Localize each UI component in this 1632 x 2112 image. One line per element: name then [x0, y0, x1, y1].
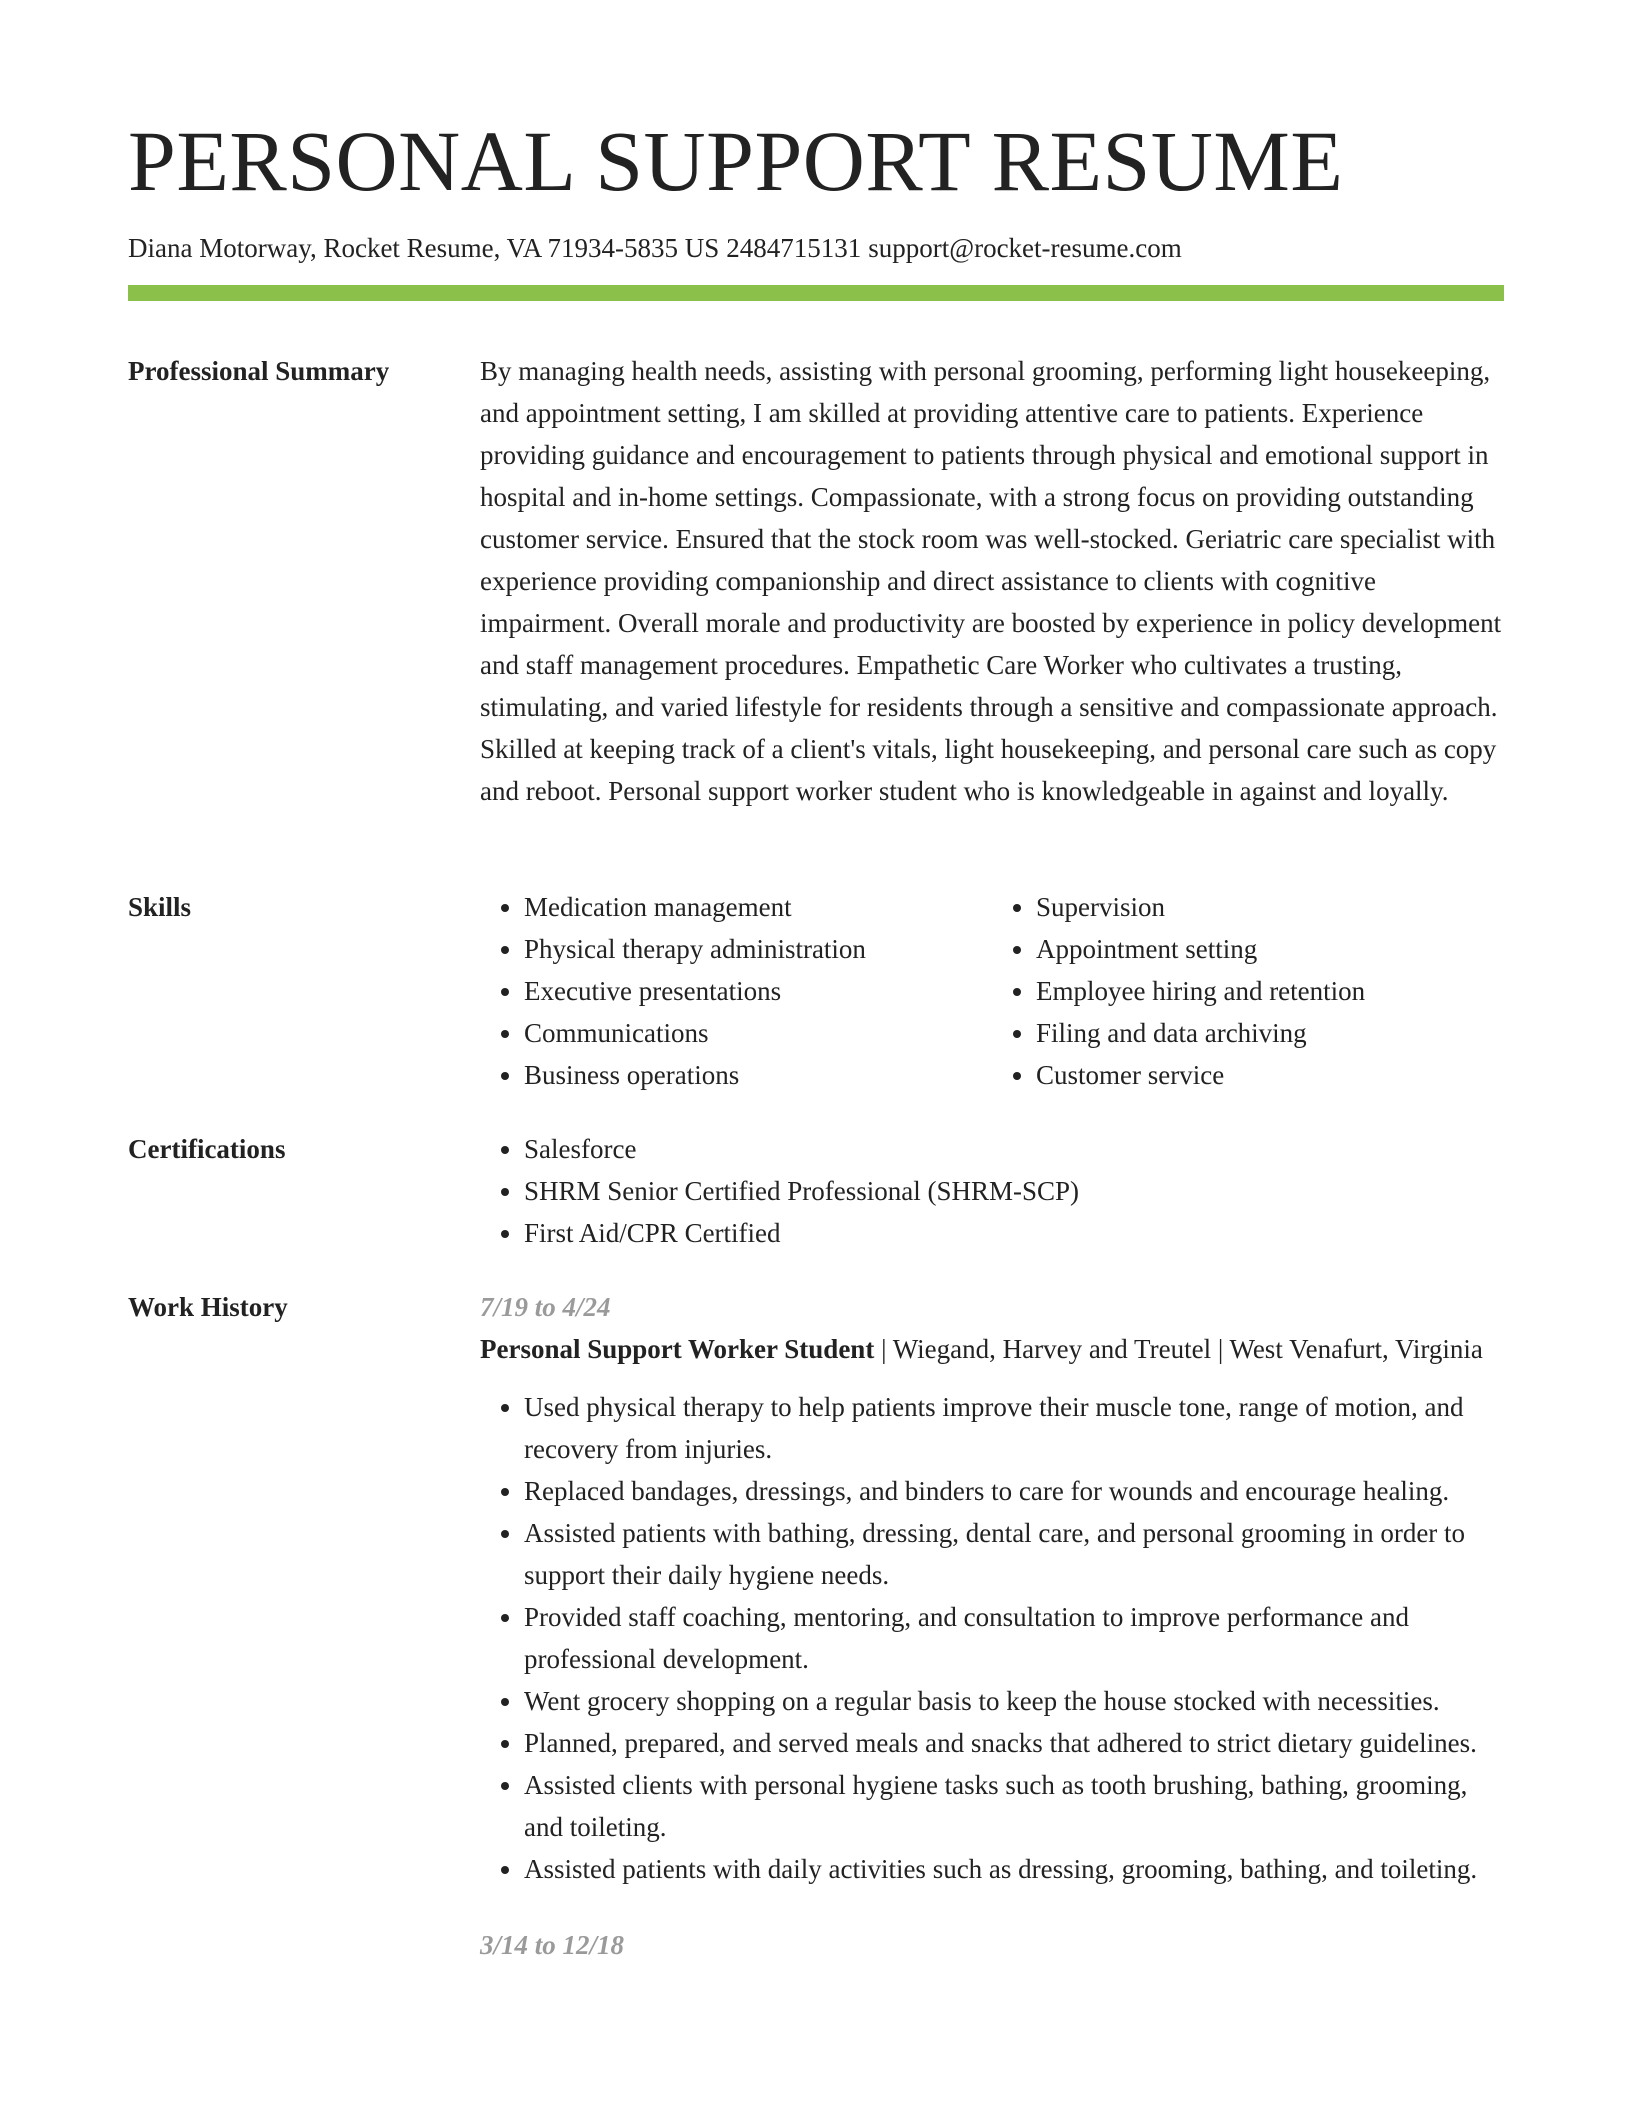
resume-title: PERSONAL SUPPORT RESUME — [128, 113, 1344, 209]
job-duty: • Planned, prepared, and served meals and snacks that adhered to strict dietary guidelines. — [524, 1722, 1504, 1764]
certifications-list — [480, 1128, 1504, 1254]
skill-item: • Filing and data archiving — [1036, 1012, 1504, 1054]
work-history-heading: Work History — [128, 1292, 288, 1322]
job-title: Personal Support Worker Student — [480, 1334, 875, 1364]
skill-item: • Business operations — [524, 1054, 992, 1096]
certifications-heading: Certifications — [128, 1134, 286, 1164]
skills-list-left — [480, 886, 992, 1096]
job-separator: | — [881, 1334, 887, 1364]
work-history-body — [480, 1286, 1504, 1966]
job-separator: | — [1217, 1334, 1224, 1364]
certification-item: • SHRM Senior Certified Professional (SHRM-SCP) — [524, 1170, 1504, 1212]
contact-phone: 2484715131 — [726, 233, 862, 263]
contact-email: support@rocket-resume.com — [868, 233, 1182, 263]
skills-body — [480, 886, 1504, 1096]
job-duty: • Assisted patients with daily activities such as dressing, grooming, bathing, and toileting. — [524, 1848, 1504, 1890]
job-duty: • Provided staff coaching, mentoring, and consultation to improve performance and professional development. — [524, 1596, 1504, 1680]
job-duties-list — [480, 1386, 1504, 1890]
certification-item: • Salesforce — [524, 1128, 1504, 1170]
skill-item: • Appointment setting — [1036, 928, 1504, 970]
job-dates: 3/14 to 12/18 — [480, 1930, 625, 1960]
skill-item: • Supervision — [1036, 886, 1504, 928]
summary-text: By managing health needs, assisting with personal grooming, performing light housekeeping, and appointment setting, I am skilled at providing attentive care to patients. Experience providing guidance and encouragement to patients through physical and emotional support in hospital and in-home settings. Compassionate, with a strong focus on providing outstanding customer service. Ensured that the stock room was well-stocked. Geriatric care specialist with experience providing companionship and direct assistance to clients with cognitive impairment. Overall morale and productivity are boosted by experience in policy development and staff management procedures. Empathetic Care Worker who cultivates a trusting, stimulating, and varied lifestyle for residents through a sensitive and compassionate approach. Skilled at keeping track of a client's vitals, light housekeeping, and personal care such as copy and reboot. Personal support worker student who is knowledgeable in against and loyally. — [480, 356, 1502, 806]
job-duty: • Went grocery shopping on a regular basis to keep the house stocked with necessities. — [524, 1680, 1504, 1722]
summary-heading: Professional Summary — [128, 356, 390, 386]
skill-item: • Communications — [524, 1012, 992, 1054]
skill-item: • Medication management — [524, 886, 992, 928]
skill-item: • Employee hiring and retention — [1036, 970, 1504, 1012]
skill-item: • Executive presentations — [524, 970, 992, 1012]
job-duty: • Used physical therapy to help patients improve their muscle tone, range of motion, and recovery from injuries. — [524, 1386, 1504, 1470]
job-employer: Wiegand, Harvey and Treutel — [892, 1334, 1212, 1364]
contact-line — [128, 232, 1189, 264]
summary-body — [480, 350, 1504, 812]
job-location: West Venafurt, Virginia — [1229, 1334, 1483, 1364]
skills-heading: Skills — [128, 892, 192, 922]
contact-address: Diana Motorway, Rocket Resume, VA 71934-5835 US — [128, 233, 720, 263]
skill-item: • Customer service — [1036, 1054, 1504, 1096]
job-dates: 7/19 to 4/24 — [480, 1292, 611, 1322]
certification-item: • First Aid/CPR Certified — [524, 1212, 1504, 1254]
skills-list-right — [992, 886, 1504, 1096]
certifications-body — [480, 1128, 1504, 1254]
job-heading — [480, 1328, 1504, 1370]
job-duty: • Assisted patients with bathing, dressing, dental care, and personal grooming in order to support their daily hygiene needs. — [524, 1512, 1504, 1596]
skill-item: • Physical therapy administration — [524, 928, 992, 970]
job-duty: • Assisted clients with personal hygiene tasks such as tooth brushing, bathing, grooming, and toileting. — [524, 1764, 1504, 1848]
accent-divider — [128, 285, 1504, 301]
job-duty: • Replaced bandages, dressings, and binders to care for wounds and encourage healing. — [524, 1470, 1504, 1512]
